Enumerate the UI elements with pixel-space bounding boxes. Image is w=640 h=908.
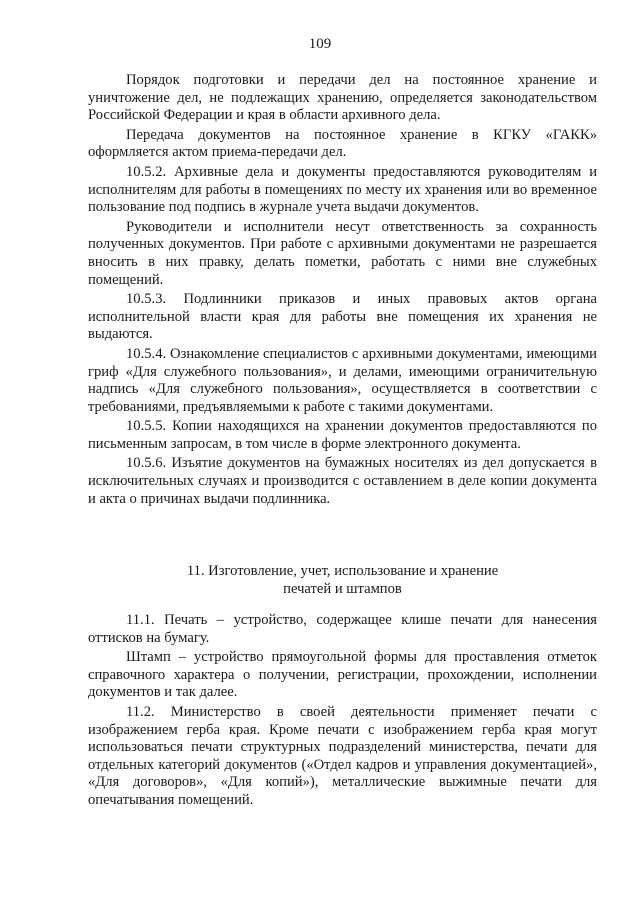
paragraph-10-5-2: 10.5.2. Архивные дела и документы предоставляются руководителям и исполнителям для работы в помещениях по месту их хранения или во временное пользование под подпись в журнале учета выдачи документов. <box>88 163 597 216</box>
paragraph-stamp-definition: Штамп – устройство прямоугольной формы для проставления отметок справочного характера о получении, регистрации, прохождении, исполнении документов и так далее. <box>88 649 597 701</box>
page-number: 109 <box>308 36 332 52</box>
paragraph-responsibility: Руководители и исполнители несут ответственность за сохранность полученных документов. При работе с архивными документами не разрешается вносить в них правку, делать пометки, работать с ними вне служебных помещений. <box>88 218 597 288</box>
paragraph-archive-transfer-order: Порядок подготовки и передачи дел на постоянное хранение и уничтожение дел, не подлежащих хранению, определяется законодательством Российской Федерации и края в области архивного дела. <box>88 72 597 124</box>
section-11-heading-line1: 11. Изготовление, учет, использование и хранение <box>186 563 499 579</box>
section-11-text <box>88 612 597 812</box>
paragraph-transfer-act: Передача документов на постоянное хранение в КГКУ «ГАКК» оформляется актом приема-передачи дел. <box>88 126 597 161</box>
paragraph-11-1: 11.1. Печать – устройство, содержащее клише печати для нанесения оттисков на бумагу. <box>88 612 597 646</box>
section-11-heading-line2: печатей и штампов <box>283 580 402 597</box>
paragraph-11-2: 11.2. Министерство в своей деятельности применяет печати с изображением герба края. Кроме печати с изображением герба края могут использоваться печати структурных подразделений министерства, печати для отдельных категорий документов («Отдел кадров и управления документацией», «Для договоров», «Для копий»), металлические выжимные печати для опечатывания помещений. <box>88 703 597 808</box>
paragraph-10-5-6: 10.5.6. Изъятие документов на бумажных носителях из дел допускается в исключительных случаях и производится с оставлением в деле копии документа и акта о причинах выдачи подлинника. <box>88 455 597 507</box>
paragraph-10-5-3: 10.5.3. Подлинники приказов и иных правовых актов органа исполнительной власти края для работы вне помещения их хранения не выдаются. <box>88 291 597 343</box>
paragraph-10-5-4: 10.5.4. Ознакомление специалистов с архивными документами, имеющими гриф «Для служебного пользования», и делами, имеющими ограничительную надпись «Для служебного пользования», осуществляется в соответствии с требованиями, предъявляемыми к работе с такими документами. <box>88 345 597 415</box>
section-10-text <box>88 72 597 510</box>
section-11-heading <box>88 563 597 598</box>
paragraph-10-5-5: 10.5.5. Копии находящихся на хранении документов предоставляются по письменным запросам, в том числе в форме электронного документа. <box>88 418 597 452</box>
